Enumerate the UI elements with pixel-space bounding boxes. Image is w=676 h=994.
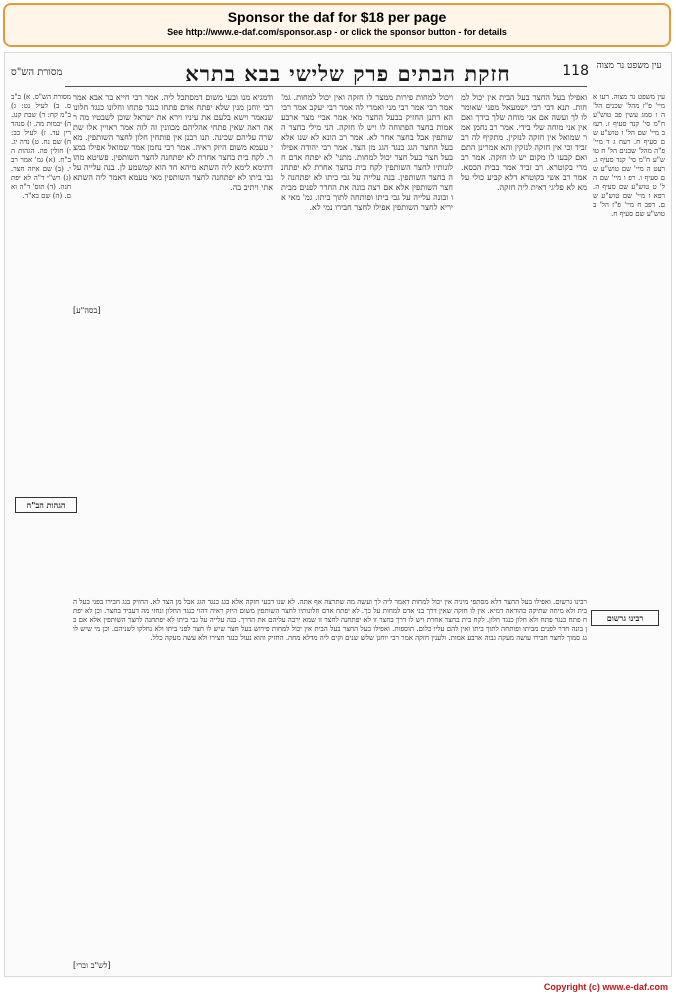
side-mark-2: [לש"ב וברי]: [73, 961, 111, 970]
masoret-hashas-column: מסורת הש"ס. א) ב"ב ס. ב) לעיל נט: ג) ב"מ קח: ד) שבת קנג. ה) יבמות מה. ו) סנהדרין עד. ז) לעיל כב: ח) שם נח. ט) נדה יג. י) חולין פה. הגהות הב"ח. (א) גמ' אמר רבי. (ב) שם איזה חצר. (ג) רש"י ד"ה לא יפתחנה. (ד) תוס' ד"ה ואם. (ה) שם בא"ד.: [11, 93, 71, 200]
sponsor-title[interactable]: Sponsor the daf for $18 per page: [227, 9, 447, 25]
hagahot-label: הגהות הב"ח: [15, 497, 77, 513]
header-rule: [65, 86, 587, 87]
talmud-page: [4, 52, 672, 977]
main-text-column-1: ואפילו בעל החצר בעל הבית אין יכול למחות. תנא דבי רבי ישמעאל מפני שאומר לו לך ועשה אם אני מוחה שלך בידך ואם אין אני מוחה שלי בידי. אמר רב נחמן אמר שמואל אין חזקה לנזקין. מתקיף לה רב זביד וכי אין חזקה לנזקין והא אמרינן התם ואם קבעו לו מקום יש לו חזקה. אמר רב מרי בקוטרא. רב זביד אמר בבית הכסא. אמר רב אשי בקוטרא דלא קביע כולי עלמא לא פליגי דאית ליה חזקה.: [461, 93, 587, 192]
masoret-hashas-label: מסורת הש"ס: [11, 67, 63, 78]
page-title: חזקת הבתים פרק שלישי בבא בתרא: [185, 61, 511, 86]
commentary-block: רבינו גרשום. ואפילו בעל החצר דלא מסתפי מיניה אין יכול למחות דאמר ליה לך ועשה מה שתרצה אף אתה. לא שנו דבעי חזקה אלא בגג כנגד הגג אבל מן הצד לא. החזיק בגג חבירו בפני בעל הבית ולא מיחה שתיקה כהודאה דמיא. אין לו חזקה שאין דרך בני אדם למחות על כך. לא יפתח אדם חלונותיו לחצר השותפין משום היזק ראיה דהוי כנגד החלון ונחזי מה דעביד בחצר. וכן לא יפתח פתח כנגד פתח ולא חלון כנגד חלון. לקח בית בחצר אחרת ויש לו דרך בחצר זו לא יפתחנה לחצר זו שמא ירבה עליהם את הדרך. בנה עלייה על גבי ביתו לא יפתחנה לחצר השותפין אלא אם כן בונה חדר לפנים מביתו ופותחה לתוך ביתו ואין להם עליו כלום. תוספות. ואפילו בעל החצר בעל הבית אין יכול למחות פירוש בעל חצר שיש לו חצר לפני ביתו ולא נחלקו לשניהם. וכן מי שיש לו גג סמוך לחצר חבירו עושה מעקה גבוה ארבע אמות. ולענין חזקה אמר רבי יוחנן שלש שנים וקים ליה מדלא מחה. החזיק והוא נעול כנגד חצירו ולא עשה מעקה כלל.: [73, 598, 587, 642]
sponsor-subtitle[interactable]: See http://www.e-daf.com/sponsor.asp - or click the sponsor button - for details: [167, 27, 507, 37]
main-text-column-2: ויכול למחות פירות ממצר לו חזקה ואין יכול למחות. גמ' אמר רבי אמר רבי מני ואמרי לה אמר רבי יעקב אמר רבי הא דתנן החזיק בבעל החצר מאי אמר אביי מצר ארבע אמות בחצר הפתוחה לו ויש לו חזקה. הני מילי בחצר השותפין אבל בחצר אחר לא. אמר רב הונא לא שנו אלא בעל החצר הגג כנגד הגג מן הצד. אמר רבי יהודה אפילו בעל חצר בעל חצר יכול למחות. מתני' לא יפתח אדם חלונותיו לחצר השותפין לקח בית בחצר אחרת לא יפתחנה בחצר השותפין. בנה עלייה על גבי ביתו לא יפתחנה לחצר השותפין אלא אם רצה בונה את החדר לפנים מביתו ובונה עלייה על גבי ביתו ופותחה לתוך ביתו. גמ' מאי איריא לחצר השותפין אפילו לחצר חבירו נמי לא.: [281, 93, 453, 212]
page-number: 118: [562, 63, 589, 79]
ein-mishpat-column: עין משפט נר מצוה. רעו א מיי' פ"ז מהל' שכנים הל' ה ו סמג עשין פב טוש"ע ח"מ סי' קנד סעיף ז. רעז ב מיי' שם הל' ז טוש"ע שם סעיף ח. רעח ג ד מיי' פ"ה מהל' שכנים הל' ח טוש"ע ח"מ סי' קנד סעיף ג. רעט ה מיי' שם טוש"ע שם סעיף ו. רפ ו מיי' שם הל' ט טוש"ע שם סעיף ה. רפא ז מיי' שם טוש"ע שם. רפב ח מיי' פ"ז הל' ב טוש"ע שם סעיף ח.: [593, 93, 665, 218]
ein-mishpat-label: עין משפט נר מצוה: [596, 61, 662, 71]
sponsor-banner[interactable]: [3, 3, 671, 47]
page-header: [5, 61, 671, 85]
rabbeinu-gershom-label: רבינו גרשום: [591, 610, 659, 626]
copyright-link[interactable]: Copyright (c) www.e-daf.com: [543, 982, 668, 992]
main-text-column-3: ודמגיא מנו ובעי משום דמסתכל ליה. אמר רבי חייא בר אבא אמר רבי יוחנן מנין שלא יפתח אדם פתחו כנגד פתחו וחלונו כנגד חלונו שנאמר וישא בלעם את עיניו וירא את ישראל שוכן לשבטיו מה ראה ראה שאין פתחי אהליהם מכוונין זה לזה אמר ראויין אלו שתשרה עליהם שכינה. תנו רבנן אין פותחין חלון לחצר השותפין. מאי טעמא משום היזק ראיה. אמר רבי נחמן אמר שמואל אפילו במצר. לקח בית בחצר אחרת לא יפתחנה לחצר השותפין. פשיטא מהו דתימא לימא ליה השתא מיהא חד הוא קמשמע לן. בנה עלייה על גבי ביתו לא יפתחנה לחצר השותפין מאי טעמא דאמר ליה השתא אתי ויתיב בה.: [73, 93, 273, 192]
side-mark-1: [בסה"ע]: [73, 306, 101, 315]
